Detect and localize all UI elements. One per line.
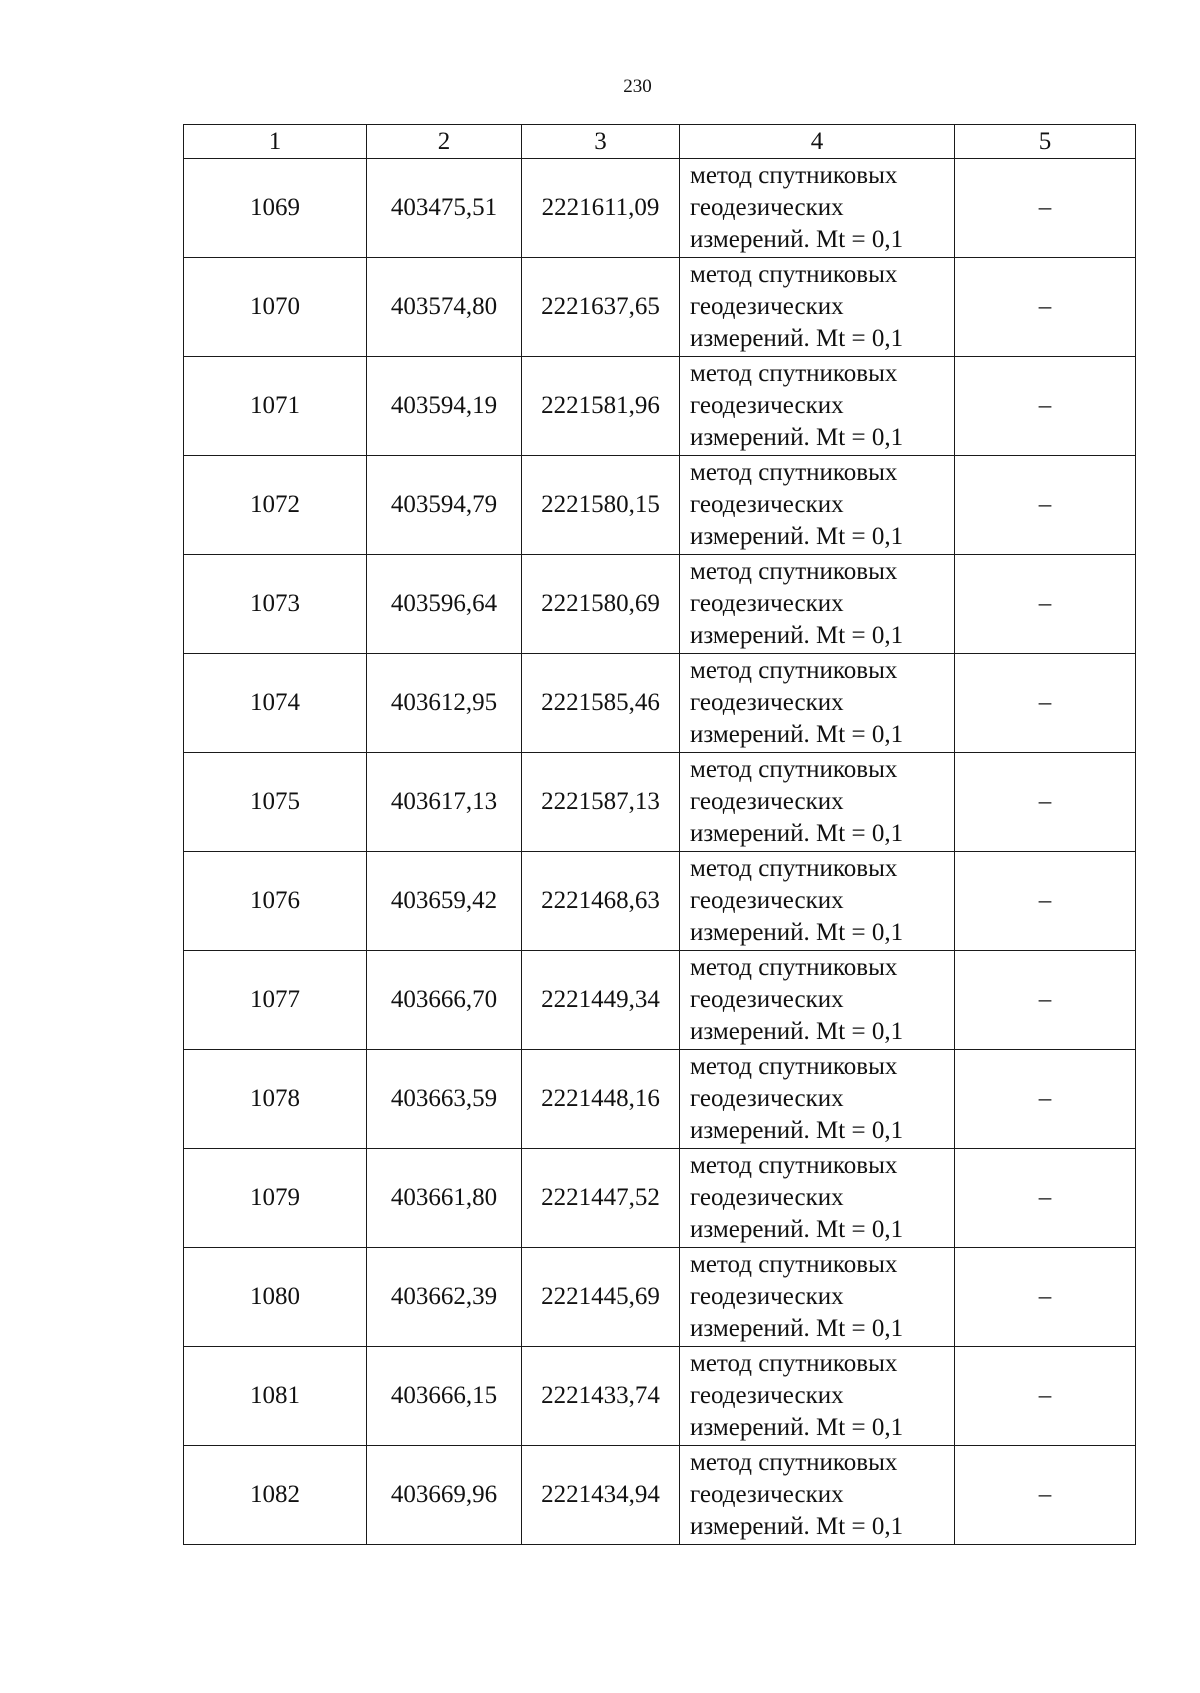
note-cell: – [955,1347,1136,1446]
method-text-line: измерений. Mt = 0,1 [690,1414,904,1441]
y-coordinate-cell: 2221434,94 [522,1446,680,1545]
method-text-line: измерений. Mt = 0,1 [690,1018,904,1045]
method-text-line: метод спутниковых [690,162,898,189]
method-cell [680,1050,955,1149]
method-text-line: измерений. Mt = 0,1 [690,1315,904,1342]
table-row [184,159,1136,258]
column-header-3: 3 [522,125,680,159]
y-coordinate-cell: 2221581,96 [522,357,680,456]
y-coordinate-cell: 2221445,69 [522,1248,680,1347]
point-number-cell: 1076 [184,852,367,951]
method-text-line: геодезических [690,1085,844,1112]
x-coordinate-cell: 403596,64 [367,555,522,654]
method-cell [680,852,955,951]
table-row [184,852,1136,951]
point-number-cell: 1074 [184,654,367,753]
note-cell: – [955,456,1136,555]
point-number-cell: 1069 [184,159,367,258]
method-cell [680,1347,955,1446]
point-number-cell: 1078 [184,1050,367,1149]
method-text-line: метод спутниковых [690,657,898,684]
y-coordinate-cell: 2221580,69 [522,555,680,654]
coordinates-table [183,124,1136,1545]
method-cell [680,1149,955,1248]
point-number-cell: 1077 [184,951,367,1050]
table-row [184,654,1136,753]
method-text-line: метод спутниковых [690,1449,898,1476]
point-number-cell: 1079 [184,1149,367,1248]
method-text-line: геодезических [690,293,844,320]
x-coordinate-cell: 403594,79 [367,456,522,555]
column-header-4: 4 [680,125,955,159]
page-number: 230 [623,76,652,97]
table-row [184,258,1136,357]
method-cell [680,951,955,1050]
point-number-cell: 1071 [184,357,367,456]
column-header-1: 1 [184,125,367,159]
method-text-line: геодезических [690,788,844,815]
method-text-line: метод спутниковых [690,558,898,585]
table-row [184,1050,1136,1149]
method-cell [680,753,955,852]
method-text-line: измерений. Mt = 0,1 [690,622,904,649]
method-cell [680,1248,955,1347]
table-header-row [184,125,1136,159]
method-text-line: измерений. Mt = 0,1 [690,1513,904,1540]
y-coordinate-cell: 2221468,63 [522,852,680,951]
note-cell: – [955,1446,1136,1545]
table-row [184,555,1136,654]
note-cell: – [955,753,1136,852]
table-row [184,753,1136,852]
method-text-line: геодезических [690,194,844,221]
method-text-line: геодезических [690,986,844,1013]
method-text-line: метод спутниковых [690,756,898,783]
point-number-cell: 1081 [184,1347,367,1446]
method-text-line: геодезических [690,590,844,617]
note-cell: – [955,951,1136,1050]
method-cell [680,456,955,555]
table-row [184,951,1136,1050]
method-text-line: геодезических [690,689,844,716]
table-row [184,1248,1136,1347]
method-text-line: измерений. Mt = 0,1 [690,325,904,352]
column-header-2: 2 [367,125,522,159]
x-coordinate-cell: 403669,96 [367,1446,522,1545]
method-text-line: метод спутниковых [690,855,898,882]
table-row [184,357,1136,456]
y-coordinate-cell: 2221433,74 [522,1347,680,1446]
y-coordinate-cell: 2221637,65 [522,258,680,357]
y-coordinate-cell: 2221580,15 [522,456,680,555]
method-cell [680,159,955,258]
note-cell: – [955,555,1136,654]
method-cell [680,654,955,753]
method-text-line: геодезических [690,491,844,518]
x-coordinate-cell: 403475,51 [367,159,522,258]
method-text-line: измерений. Mt = 0,1 [690,1117,904,1144]
method-text-line: измерений. Mt = 0,1 [690,721,904,748]
method-text-line: метод спутниковых [690,360,898,387]
point-number-cell: 1075 [184,753,367,852]
method-text-line: измерений. Mt = 0,1 [690,919,904,946]
method-text-line: геодезических [690,887,844,914]
y-coordinate-cell: 2221587,13 [522,753,680,852]
table-row [184,1149,1136,1248]
method-cell [680,258,955,357]
method-text-line: геодезических [690,1382,844,1409]
method-text-line: геодезических [690,392,844,419]
method-text-line: геодезических [690,1184,844,1211]
x-coordinate-cell: 403574,80 [367,258,522,357]
method-text-line: измерений. Mt = 0,1 [690,1216,904,1243]
point-number-cell: 1073 [184,555,367,654]
point-number-cell: 1070 [184,258,367,357]
table-body [184,159,1136,1545]
y-coordinate-cell: 2221448,16 [522,1050,680,1149]
method-text-line: метод спутниковых [690,459,898,486]
method-text-line: метод спутниковых [690,1053,898,1080]
method-text-line: метод спутниковых [690,1152,898,1179]
method-cell [680,357,955,456]
y-coordinate-cell: 2221447,52 [522,1149,680,1248]
y-coordinate-cell: 2221449,34 [522,951,680,1050]
x-coordinate-cell: 403617,13 [367,753,522,852]
y-coordinate-cell: 2221611,09 [522,159,680,258]
x-coordinate-cell: 403594,19 [367,357,522,456]
note-cell: – [955,1050,1136,1149]
x-coordinate-cell: 403662,39 [367,1248,522,1347]
method-text-line: измерений. Mt = 0,1 [690,424,904,451]
method-text-line: метод спутниковых [690,261,898,288]
method-text-line: метод спутниковых [690,954,898,981]
method-cell [680,555,955,654]
note-cell: – [955,159,1136,258]
point-number-cell: 1082 [184,1446,367,1545]
method-text-line: измерений. Mt = 0,1 [690,523,904,550]
x-coordinate-cell: 403663,59 [367,1050,522,1149]
method-text-line: метод спутниковых [690,1251,898,1278]
point-number-cell: 1080 [184,1248,367,1347]
column-header-5: 5 [955,125,1136,159]
x-coordinate-cell: 403612,95 [367,654,522,753]
note-cell: – [955,1248,1136,1347]
y-coordinate-cell: 2221585,46 [522,654,680,753]
note-cell: – [955,258,1136,357]
table-row [184,456,1136,555]
x-coordinate-cell: 403666,70 [367,951,522,1050]
note-cell: – [955,1149,1136,1248]
method-text-line: измерений. Mt = 0,1 [690,226,904,253]
table-row [184,1446,1136,1545]
method-text-line: метод спутниковых [690,1350,898,1377]
note-cell: – [955,357,1136,456]
method-cell [680,1446,955,1545]
method-text-line: измерений. Mt = 0,1 [690,820,904,847]
x-coordinate-cell: 403661,80 [367,1149,522,1248]
method-text-line: геодезических [690,1283,844,1310]
x-coordinate-cell: 403659,42 [367,852,522,951]
method-text-line: геодезических [690,1481,844,1508]
note-cell: – [955,852,1136,951]
note-cell: – [955,654,1136,753]
x-coordinate-cell: 403666,15 [367,1347,522,1446]
point-number-cell: 1072 [184,456,367,555]
table-row [184,1347,1136,1446]
